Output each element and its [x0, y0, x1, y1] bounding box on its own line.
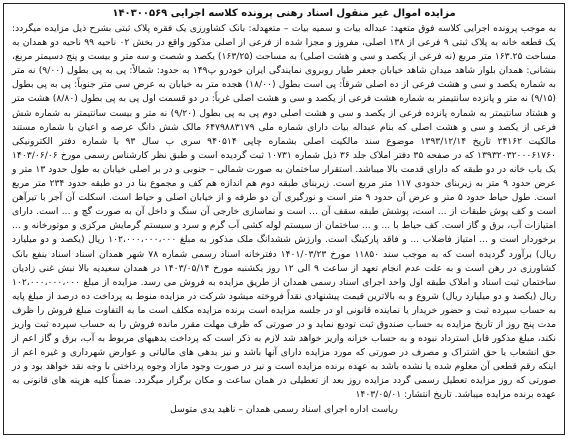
notice-body: به موجب پرونده اجرایی کلاسه فوق متعهد: عبداله بیات و سمیه بیات – متعهدله: بانک کشاورزی یک فقره پلاک ثبتی بشرح ذیل مزایده میگردد: یک قطعه خانه به پلاک ثبتی ۹ فرعی از ۱۳۸ اصلی، مفروز و مجزا شده از فرعی از اصلی مذکور واقع در بخش ۰۲ ناحیه ۹۹ ناحیه دو همدان به مساحت ۱۶۳.۲۵ متر مربع (نه فرعی از یکصد و سی و هشت اصلی) به مساحت (۱۶۳/۲۵) یکصد و شصت و سه متر و بیست و پنج دسیمتر مربع، بنشانی: همدان بلوار شاهد میدان شاهد خیابان جعفر طیار روبروی نمایندگی ایران خودرو پ۱۴۹ به حدود: شمالاً: پی به پی بطول (۹/۰۰) نه متر به شماره یکصد و سی و هشت فرعی از ده اصلی شرقاً: پی است بطول (۱۸/۰۰) هجده متر به خیابان به عرض سی متر جنوباً: پی به پی بطول (۹/۱۵) نه متر و پانزده سانتیمتر به شماره هشت فرعی از یکصد و سی و هشت اصلی غرباً: در دو قسمت اول پی به پی بطول (۸/۸۰) هشت متر و هشتاد سانتیمتر به شماره پانزده فرعی از یکصد و سی و هشت اصلی دوم پی به پی بطول (۹/۲۰) نه متر و بیست سانتیمتر به شماره شش فرعی از یکصد و سی و هشت اصلی که بنام عبداله بیات دارای شماره ملی ۶۴۷۹۸۸۳۱۷۹ مالک شش دانگ عرصه و اعیان با شماره مستند مالکیت ۲۴۱۶۲ تاریخ ۱۳۹۳/۱۲/۱۴ موضوع سند مالکیت اصلی بشماره چاپی ۹۴۰۵۱۴ سری ب سال ۹۳ با شماره دفتر الکترونیکی ۱۳۹۳۲۰۳۲۰۰۰۶۱۷۶۰ که در صفحه ۳۵ دفتر املاک جلد ۳۶ ذیل شماره ۱۰۷۳۱ ثبت گردیده است و طبق نظر کارشناس رسمی مورخ ۱۴۰۳/۰۶/۰۶ یک باب خانه در دو طبقه که دارای قدمت بالا میباشد. استقرار ساختمان به صورت شمالی – جنوبی و در بر اصلی خیابان به طول حدود ۱۳ متر و عرض حدود ۹ متر به زیربنای حدودی ۱۱۷ متر مربع است. زیربنای طبقه دوم هم اندازه هم کف و مجموع بنا در دو طبقه حدود ۲۳۴ متر مربع است. طول حیاط حدود ۵ متر و عرض آن حدود ۹ متر است و نورگیری آن دو طرفه و از خیابان اصلی و حیاط است. اسکلت آن آجر با تیرآهن است و کف پوش طبقات از ... است، پوشش طبقه سقف آن ... است و نماسازی خارجی آن سنگ و داخل آن به صورت گچ و ... است. دارای امتیازات آب، برق و گاز است. کف حیاط با ... و ... ساختمان از سیستم لوله کشی آب گرم و سرد و سیستم گرمایش مرکزی و موتورخانه و ... برخوردار است و ... امتیاز فاضلاب ... و فاقد پارکینگ است. وارزش ششدانگ ملک مذکور به مبلغ ۱۰۲،۰۰۰،۰۰۰،۰۰۰ ریال (یکصد و دو میلیارد ریال) برآورد گردیده است که به موجب سند ۱۱۸۵۰ مورخ ۱۴۰۱/۰۳/۲۳ دفترخانه اسناد رسمی شماره ۷۸ شهر همدان اسناد اسناد بنفع بانک کشاورزی در رهن است و به علت عدم انجام تعهد از ساعت ۹ الی ۱۲ روز یکشنبه مورخ ۱۴۰۳/۰۵/۱۴ در همدان سعیدیه بالا نبش غنی زادیان ساختمان ثبت اسناد و املاک طبقه اول واحد اجرای اسناد رسمی همدان از طریق مزایده به فروش می رسد. مزایده از مبلغ ۱۰۲،۰۰۰،۰۰۰،۰۰۰ ریال (یکصد و دو میلیارد ریال) شروع و به بالاترین قیمت پیشنهادی نقداً فروخته میشود شرکت در مزایده منوط به پرداخت ده درصد از مبلغ پایه به حساب سپرده ثبت و حضور خریدار یا نماینده قانونی او در جلسه مزایده است برنده مزایده مکلف است ما به التفاوت مبلغ فروش را ظرف مدت پنج روز از تاریخ مزایده به حساب صندوق ثبت تودیع نماید و در صورتی که ظرف مهلت مقرر مانده فروش را به حساب سپرده ثبت واریز نکند، مبلغ مذکور قابل استرداد نبوده و به حساب خزانه واریز خواهد شد لازم به ذکر است که پرداخت بدهیهای مربوط به آب، برق و گاز اعم از حق انشعاب یا حق اشتراک و مصرف در صورتی که مورد مزایده دارای آنها باشد و نیز بدهی های مالیاتی و عوارض شهرداری و غیره اعم از اینکه رقم قطعی آن معلوم شده یا نشده باشد به عهده برنده مزایده است و نیز در صورت وجود مازاد وجوه پرداختی با وجه نقد خواهد بود و در صورتی که روز مزایده تعطیل رسمی گردد مزایده روز بعد از تعطیلی در همان ساعت و مکان برگزار میگردد. ضمناً کلیه هزینه های قانونی به عهده برنده مزایده میباشد. تاریخ انتشار: ۱۴۰۳/۰۵/۰۱ [12, 23, 557, 401]
auction-notice [3, 3, 565, 435]
notice-title: مزایده اموال غیر منقول اسناد رهنی پرونده کلاسه اجرایی ۱۴۰۳۰۰۵۶۹ [112, 8, 456, 19]
notice-signature: رياست اداره اجرای اسناد رسمی همدان – ناهید یدی متوسل [170, 403, 398, 415]
